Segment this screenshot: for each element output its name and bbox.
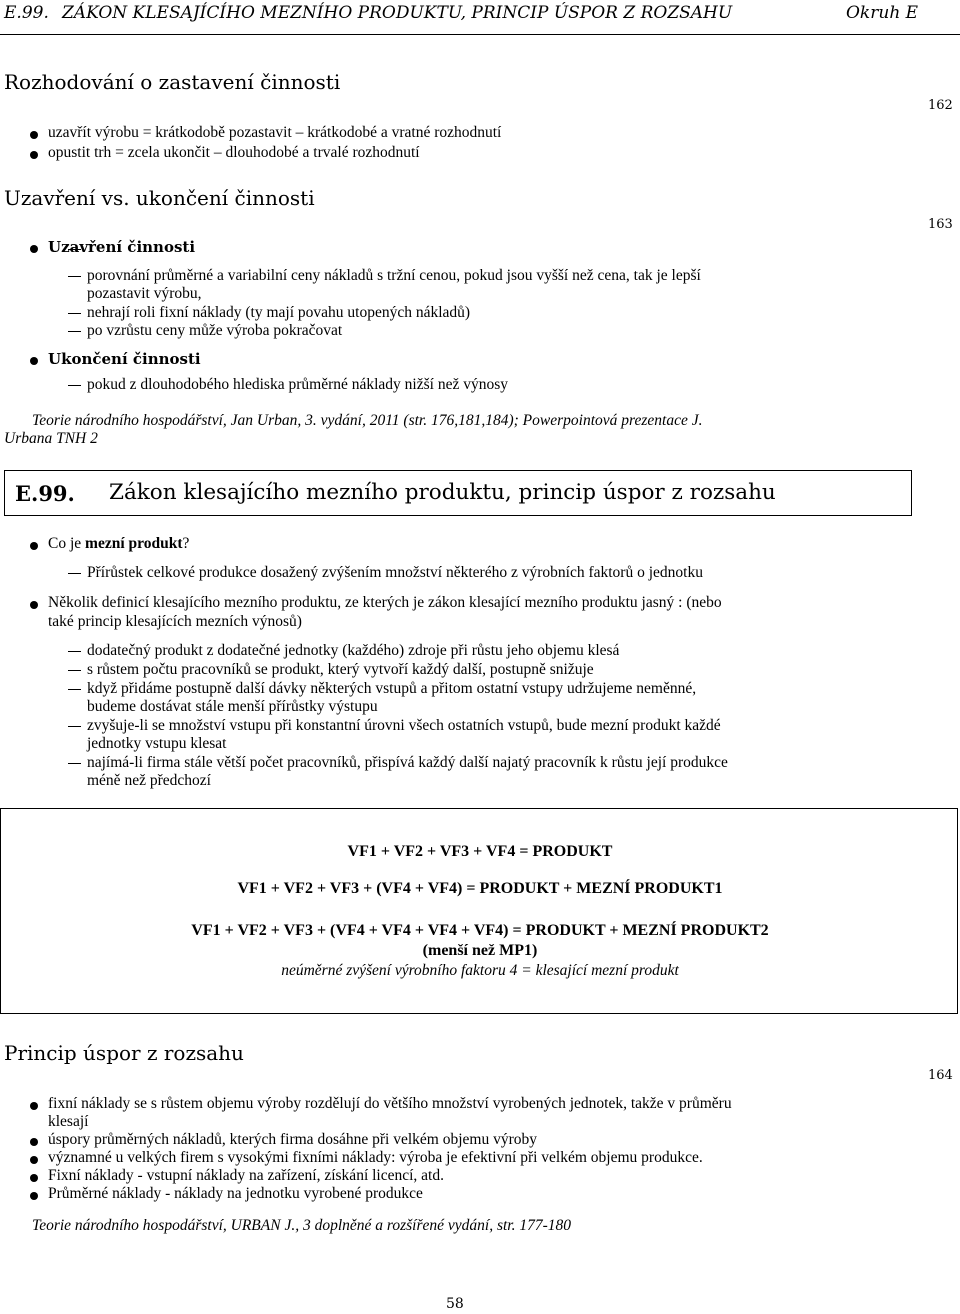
sec3-answer: Přírůstek celkové produkce dosažený zvýšením množství některého z výrobních faktorů o jednotku xyxy=(87,564,703,581)
sec2-sub-item: pokud z dlouhodobého hlediska průměrné náklady nižší než výnosy xyxy=(87,376,508,393)
sec4-item: Průměrné náklady - náklady na jednotku vyrobené produkce xyxy=(48,1185,423,1202)
sec4-item: fixní náklady se s růstem objemu výroby rozdělují do většího množství vyrobených jednotek, takže v průměru xyxy=(48,1095,732,1112)
dash-icon xyxy=(68,385,81,386)
sec4-source: Teorie národního hospodářství, URBAN J., 3 doplněné a rozšířené vydání, str. 177-180 xyxy=(32,1217,572,1234)
page-number: 58 xyxy=(446,1296,464,1312)
dash-icon xyxy=(68,651,81,652)
bullet-icon xyxy=(30,131,38,139)
formula-3: VF1 + VF2 + VF3 + (VF4 + VF4 + VF4 + VF4) = PRODUKT + MEZNÍ PRODUKT2 xyxy=(191,922,769,939)
bullet-icon xyxy=(30,1102,38,1110)
dash-icon xyxy=(68,313,81,314)
sec3-def-item: když přidáme postupně další dávky některých vstupů a přitom ostatní vstupy udržujeme neměnné, xyxy=(87,680,697,697)
question-term: mezní produkt xyxy=(85,535,183,552)
dash-icon xyxy=(68,726,81,727)
formula-note: neúměrné zvýšení výrobního faktoru 4 = klesající mezní produkt xyxy=(281,962,679,979)
sec3-def-item: s růstem počtu pracovníků se produkt, který vytvoří každý další, postupně snižuje xyxy=(87,661,594,678)
dash-icon xyxy=(68,763,81,764)
sec3-def-item-cont: budeme dostávat stále menší přírůstky výstupu xyxy=(87,698,378,715)
sec4-item-cont: klesají xyxy=(48,1113,89,1130)
sec3-def-item-cont: méně než předchozí xyxy=(87,772,211,789)
sec3-def-item: zvyšuje-li se množství vstupu při konstantní úrovni všech ostatních vstupů, bude mezní produkt každé xyxy=(87,717,721,734)
question-prefix: Co je xyxy=(48,535,86,552)
sec4-item: významné u velkých firem s vysokými fixními náklady: výroba je efektivní při velkém objemu produkce. xyxy=(48,1149,703,1166)
sec2-source-line2: Urbana TNH 2 xyxy=(4,430,98,447)
section-title-uzavreni: Uzavření vs. ukončení činnosti xyxy=(4,186,315,210)
margin-number-164: 164 xyxy=(928,1068,953,1083)
formula-2: VF1 + VF2 + VF3 + (VF4 + VF4) = PRODUKT + MEZNÍ PRODUKT1 xyxy=(237,880,723,897)
dash-icon xyxy=(68,670,81,671)
sec2-sub-item: nehrají roli fixní náklady (ty mají povahu utopených nákladů) xyxy=(87,304,471,321)
sec3-def-item: najímá-li firma stále větší počet pracovníků, přispívá každý další najatý pracovník k růstu její produkce xyxy=(87,754,728,771)
sec3-def-item-cont: jednotky vstupu klesat xyxy=(87,735,227,752)
sec2-bullet-ukonceni: Ukončení činnosti xyxy=(48,350,201,368)
sec3-defs-intro-line1: Několik definicí klesajícího mezního produktu, ze kterých je zákon klesající mezního produktu jasný : (nebo xyxy=(48,594,722,611)
bullet-icon xyxy=(30,1138,38,1146)
sec4-item: úspory průměrných nákladů, kterých firma dosáhne při velkém objemu výroby xyxy=(48,1131,537,1148)
dash-icon xyxy=(68,249,81,250)
header-rule xyxy=(0,34,960,35)
dash-icon xyxy=(68,689,81,690)
dash-icon xyxy=(68,276,81,277)
formula-1: VF1 + VF2 + VF3 + VF4 = PRODUKT xyxy=(347,843,613,860)
sec4-item: Fixní náklady - vstupní náklady na zařízení, získání licencí, atd. xyxy=(48,1167,444,1184)
bullet-icon xyxy=(30,1192,38,1200)
formula-box xyxy=(0,808,958,1014)
margin-number-163: 163 xyxy=(928,217,953,232)
sec3-defs-intro-line2: také princip klesajících mezních výnosů) xyxy=(48,613,302,630)
bullet-icon xyxy=(30,1156,38,1164)
section-heading-box xyxy=(4,470,912,516)
dash-icon xyxy=(68,331,81,332)
dash-icon xyxy=(68,573,81,574)
sec1-item: opustit trh = zcela ukončit – dlouhodobé a trvalé rozhodnutí xyxy=(48,144,420,161)
bullet-icon xyxy=(30,542,38,550)
sec2-bullet-uzavreni: Uzavření činnosti xyxy=(48,238,196,256)
question-suffix: ? xyxy=(182,535,190,552)
section-heading-number: E.99. xyxy=(15,481,75,506)
margin-number-162: 162 xyxy=(928,98,953,113)
header-title: ZÁKON KLESAJÍCÍHO MEZNÍHO PRODUKTU, PRINCIP ÚSPOR Z ROZSAHU xyxy=(62,3,733,23)
bullet-icon xyxy=(30,245,38,253)
header-okruh: Okruh E xyxy=(846,3,919,23)
header-section-number: E.99. xyxy=(4,3,49,23)
sec3-question xyxy=(48,535,189,553)
sec2-sub-item-cont: pozastavit výrobu, xyxy=(87,285,202,302)
section-title-uspory: Princip úspor z rozsahu xyxy=(4,1041,244,1065)
sec3-def-item: dodatečný produkt z dodatečné jednotky (každého) zdroje při růstu jeho objemu klesá xyxy=(87,642,620,659)
bullet-icon xyxy=(30,601,38,609)
section-title-zastaveni: Rozhodování o zastavení činnosti xyxy=(4,70,341,94)
bullet-icon xyxy=(30,1174,38,1182)
bullet-icon xyxy=(30,151,38,159)
sec2-source-line1: Teorie národního hospodářství, Jan Urban, 3. vydání, 2011 (str. 176,181,184); Powerpointová prezentace J. xyxy=(32,412,703,429)
sec1-item: uzavřít výrobu = krátkodobě pozastavit – krátkodobé a vratné rozhodnutí xyxy=(48,124,502,141)
sec2-sub-item: po vzrůstu ceny může výroba pokračovat xyxy=(87,322,343,339)
section-heading-title: Zákon klesajícího mezního produktu, princip úspor z rozsahu xyxy=(109,480,776,505)
sec2-sub-item: porovnání průměrné a variabilní ceny nákladů s tržní cenou, pokud jsou vyšší než cena, tak je lepší xyxy=(87,267,701,284)
formula-4: (menší než MP1) xyxy=(422,942,538,959)
bullet-icon xyxy=(30,357,38,365)
